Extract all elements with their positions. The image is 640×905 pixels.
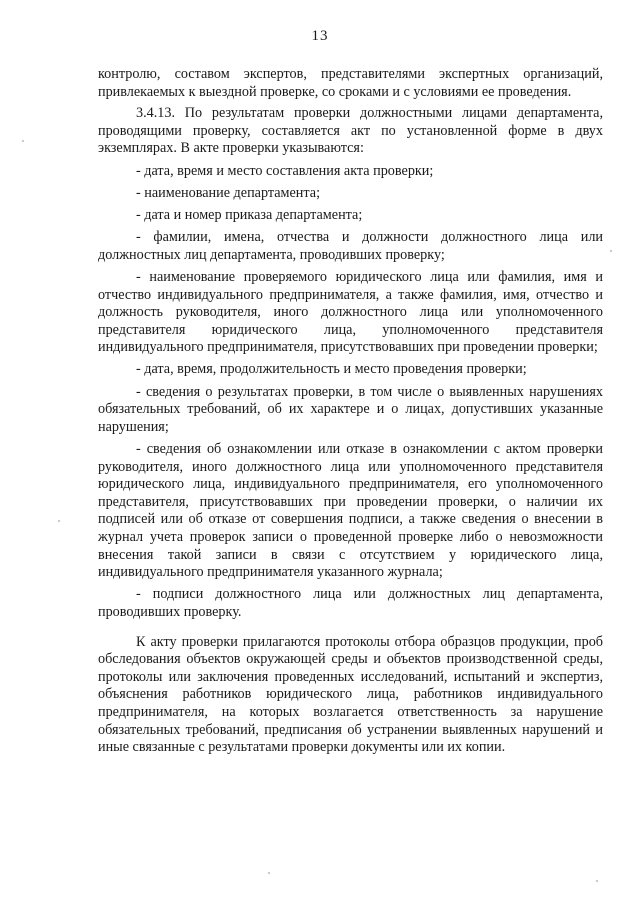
scan-speck (596, 880, 598, 882)
scan-speck (22, 140, 24, 142)
list-item-signatures: - подписи должностного лица или должностных лиц департамента, проводивших проверку. (98, 586, 603, 620)
list-item-acknowledgement: - сведения об ознакомлении или отказе в ознакомлении с актом проверки руководителя, иного должностного лица или уполномоченного представителя юридического лица, индивидуального предпринимателя, его уполномоченного представителя, присутствовавших при проведении проверки, о наличии их подписей или об отказе от совершения подписи, а также сведения о внесении в журнал учета проверок записи о проведенной проверке либо о невозможности внесения такой записи в связи с отсутствием у юридического лица, индивидуального предпринимателя указанного журнала; (98, 441, 603, 581)
list-item-order-date: - дата и номер приказа департамента; (136, 206, 363, 223)
list-item-act-date: - дата, время и место составления акта проверки; (136, 162, 434, 179)
list-item-results: - сведения о результатах проверки, в том числе о выявленных нарушениях обязательных требований, об их характере и о лицах, допустивших указанные нарушения; (98, 383, 603, 435)
paragraph-attachments: К акту проверки прилагаются протоколы отбора образцов продукции, проб обследования объектов окружающей среды и объектов производственной среды, протоколы или заключения проведенных исследований, испытаний и экспертиз, объяснения работников юридического лица, работников индивидуального предпринимателя, на которых возлагается ответственность за нарушение обязательных требований, предписания об устранении выявленных нарушений и иные связанные с результатами проверки документы или их копии. (98, 633, 603, 756)
scan-speck (610, 250, 612, 252)
list-item-inspectors: - фамилии, имена, отчества и должности должностного лица или должностных лиц департамента, проводивших проверку; (98, 229, 603, 263)
scan-speck (58, 520, 60, 522)
list-item-department-name: - наименование департамента; (136, 184, 321, 201)
page-number: 13 (311, 28, 329, 44)
document-body (98, 66, 603, 757)
scan-speck (268, 872, 270, 874)
paragraph-continuation: контролю, составом экспертов, представителями экспертных организаций, привлекаемых к выездной проверке, со сроками и с условиями ее проведения. (98, 66, 603, 100)
list-item-inspected-entity: - наименование проверяемого юридического лица или фамилия, имя и отчество индивидуального предпринимателя, а также фамилия, имя, отчество и должность руководителя, иного должностного лица или уполномоченного представителя юридического лица, уполномоченного представителя индивидуального предпринимателя, присутствовавших при проведении проверки; (98, 268, 603, 356)
paragraph-section-3-4-13: 3.4.13. По результатам проверки должностными лицами департамента, проводящими проверку, составляется акт по установленной форме в двух экземплярах. В акте проверки указываются: (98, 105, 603, 157)
list-item-inspection-time: - дата, время, продолжительность и место проведения проверки; (136, 361, 527, 378)
